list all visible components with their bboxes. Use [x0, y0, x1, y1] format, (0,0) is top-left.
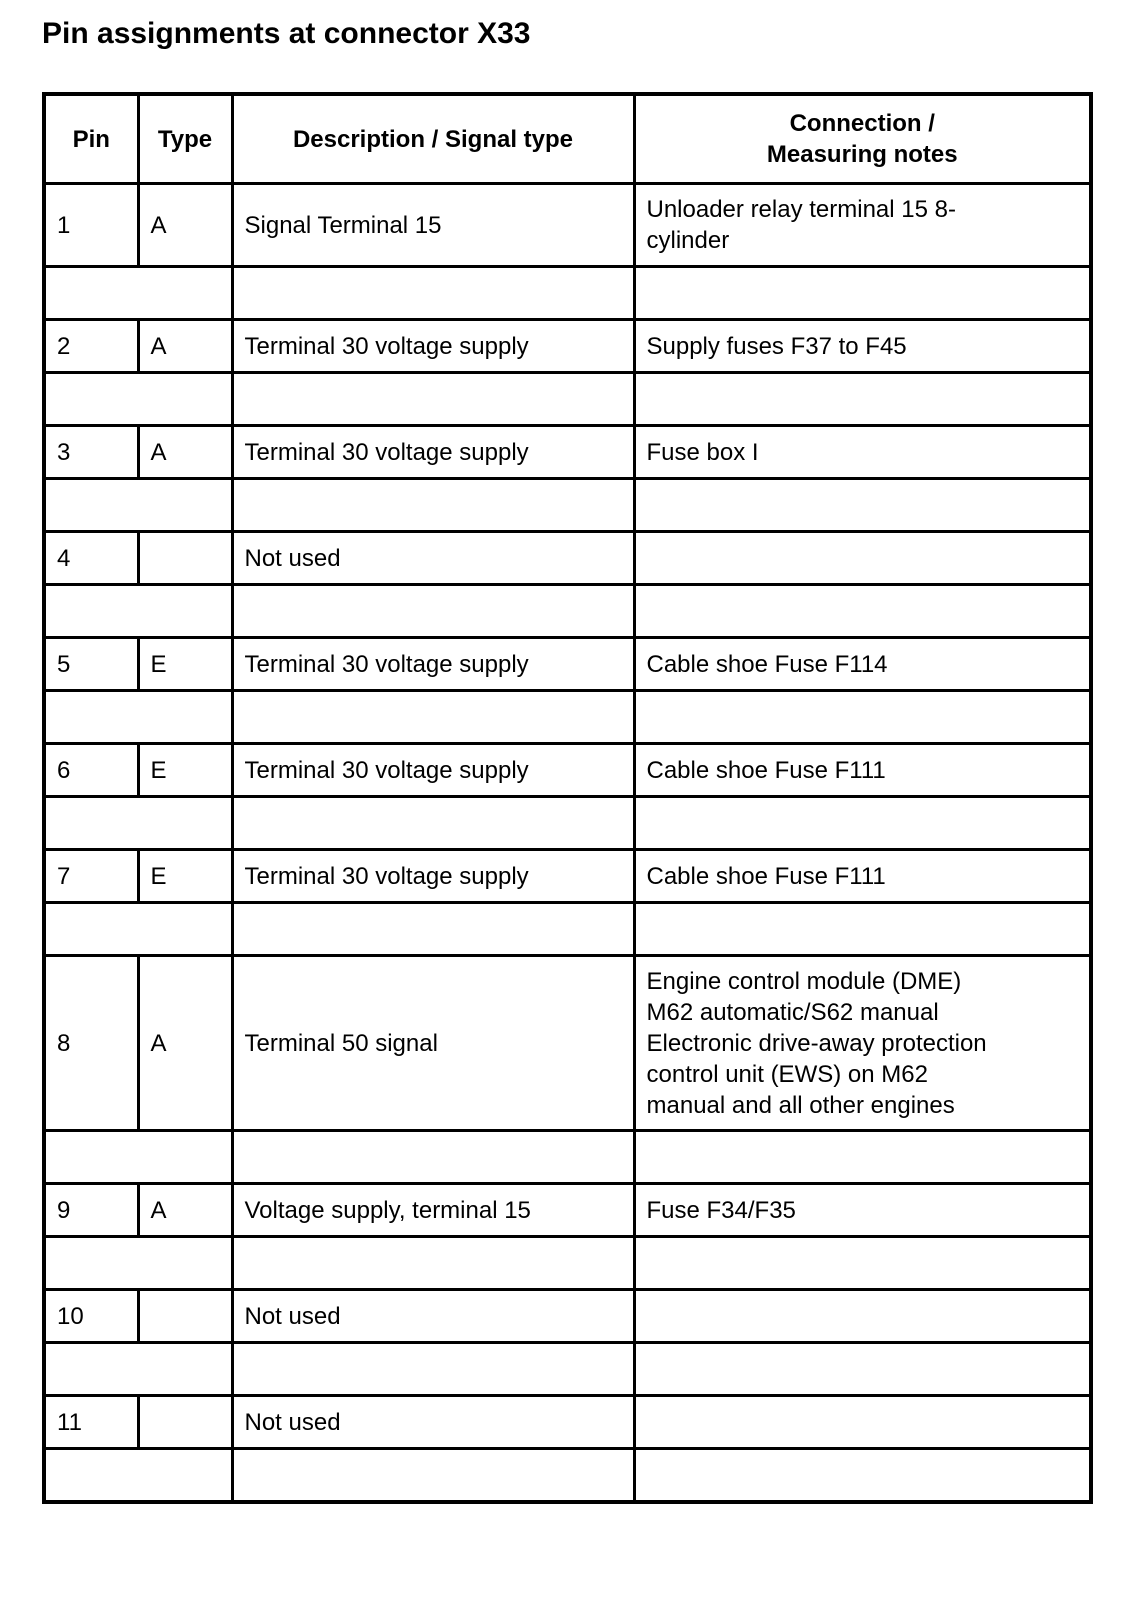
spacer-cell-notes [634, 691, 1091, 744]
spacer-cell-description [232, 1237, 634, 1290]
header-description: Description / Signal type [232, 94, 634, 184]
cell-pin: 11 [44, 1396, 138, 1449]
spacer-cell-description [232, 1449, 634, 1503]
cell-notes [634, 1290, 1091, 1343]
table-row [44, 1184, 1091, 1237]
spacer-row [44, 1131, 1091, 1184]
spacer-cell-notes [634, 479, 1091, 532]
spacer-cell-description [232, 585, 634, 638]
cell-description: Voltage supply, terminal 15 [232, 1184, 634, 1237]
spacer-cell-description [232, 797, 634, 850]
table-row [44, 1396, 1091, 1449]
cell-notes: Fuse F34/F35 [634, 1184, 1091, 1237]
cell-pin: 6 [44, 744, 138, 797]
cell-pin: 4 [44, 532, 138, 585]
spacer-cell-description [232, 1131, 634, 1184]
spacer-cell-notes [634, 903, 1091, 956]
spacer-cell-notes [634, 1343, 1091, 1396]
cell-type: A [138, 956, 232, 1131]
cell-type [138, 1290, 232, 1343]
cell-type: A [138, 426, 232, 479]
spacer-cell-pin-type [44, 1343, 232, 1396]
spacer-cell-description [232, 903, 634, 956]
cell-description: Terminal 30 voltage supply [232, 744, 634, 797]
cell-notes: Engine control module (DME) M62 automatic/S62 manual Electronic drive-away protection control unit (EWS) on M62 manual and all other engines [634, 956, 1091, 1131]
spacer-cell-description [232, 479, 634, 532]
table-row [44, 1290, 1091, 1343]
cell-pin: 10 [44, 1290, 138, 1343]
spacer-cell-notes [634, 1237, 1091, 1290]
table-row [44, 532, 1091, 585]
cell-description: Not used [232, 1396, 634, 1449]
table-row [44, 320, 1091, 373]
table-row [44, 744, 1091, 797]
spacer-cell-notes [634, 1449, 1091, 1503]
spacer-row [44, 1237, 1091, 1290]
cell-type: E [138, 850, 232, 903]
cell-notes: Supply fuses F37 to F45 [634, 320, 1091, 373]
spacer-cell-notes [634, 267, 1091, 320]
spacer-cell-description [232, 373, 634, 426]
spacer-cell-notes [634, 1131, 1091, 1184]
cell-notes: Cable shoe Fuse F111 [634, 744, 1091, 797]
spacer-cell-notes [634, 585, 1091, 638]
cell-notes [634, 1396, 1091, 1449]
spacer-row [44, 691, 1091, 744]
table-row [44, 850, 1091, 903]
cell-pin: 8 [44, 956, 138, 1131]
spacer-cell-pin-type [44, 797, 232, 850]
table-row [44, 638, 1091, 691]
header-notes: Connection / Measuring notes [634, 94, 1091, 184]
spacer-row [44, 903, 1091, 956]
page-title: Pin assignments at connector X33 [42, 17, 531, 50]
spacer-cell-pin-type [44, 903, 232, 956]
cell-pin: 1 [44, 184, 138, 267]
cell-notes: Unloader relay terminal 15 8- cylinder [634, 184, 1091, 267]
cell-description: Terminal 30 voltage supply [232, 638, 634, 691]
cell-notes: Fuse box I [634, 426, 1091, 479]
spacer-cell-pin-type [44, 585, 232, 638]
spacer-cell-pin-type [44, 691, 232, 744]
spacer-cell-pin-type [44, 267, 232, 320]
cell-description: Signal Terminal 15 [232, 184, 634, 267]
cell-pin: 9 [44, 1184, 138, 1237]
cell-type: A [138, 1184, 232, 1237]
cell-description: Terminal 30 voltage supply [232, 850, 634, 903]
cell-type [138, 532, 232, 585]
table-body [44, 184, 1091, 1503]
cell-type: E [138, 744, 232, 797]
cell-notes: Cable shoe Fuse F111 [634, 850, 1091, 903]
spacer-cell-pin-type [44, 1449, 232, 1503]
spacer-row [44, 1449, 1091, 1503]
cell-type: A [138, 184, 232, 267]
cell-pin: 7 [44, 850, 138, 903]
spacer-row [44, 267, 1091, 320]
header-type: Type [138, 94, 232, 184]
spacer-cell-pin-type [44, 1131, 232, 1184]
table-header-row [44, 94, 1091, 184]
table-row [44, 426, 1091, 479]
spacer-cell-description [232, 1343, 634, 1396]
spacer-cell-pin-type [44, 1237, 232, 1290]
cell-pin: 5 [44, 638, 138, 691]
cell-description: Terminal 50 signal [232, 956, 634, 1131]
cell-notes: Cable shoe Fuse F114 [634, 638, 1091, 691]
cell-description: Terminal 30 voltage supply [232, 320, 634, 373]
pin-assignment-table [42, 92, 1093, 1504]
spacer-cell-pin-type [44, 373, 232, 426]
spacer-row [44, 479, 1091, 532]
cell-pin: 3 [44, 426, 138, 479]
spacer-cell-pin-type [44, 479, 232, 532]
spacer-cell-notes [634, 797, 1091, 850]
cell-type: E [138, 638, 232, 691]
header-pin: Pin [44, 94, 138, 184]
cell-type [138, 1396, 232, 1449]
cell-type: A [138, 320, 232, 373]
spacer-row [44, 585, 1091, 638]
table-row [44, 184, 1091, 267]
spacer-cell-description [232, 691, 634, 744]
spacer-row [44, 1343, 1091, 1396]
cell-description: Terminal 30 voltage supply [232, 426, 634, 479]
cell-description: Not used [232, 1290, 634, 1343]
spacer-cell-description [232, 267, 634, 320]
spacer-row [44, 373, 1091, 426]
spacer-cell-notes [634, 373, 1091, 426]
spacer-row [44, 797, 1091, 850]
cell-description: Not used [232, 532, 634, 585]
cell-pin: 2 [44, 320, 138, 373]
table-row [44, 956, 1091, 1131]
cell-notes [634, 532, 1091, 585]
